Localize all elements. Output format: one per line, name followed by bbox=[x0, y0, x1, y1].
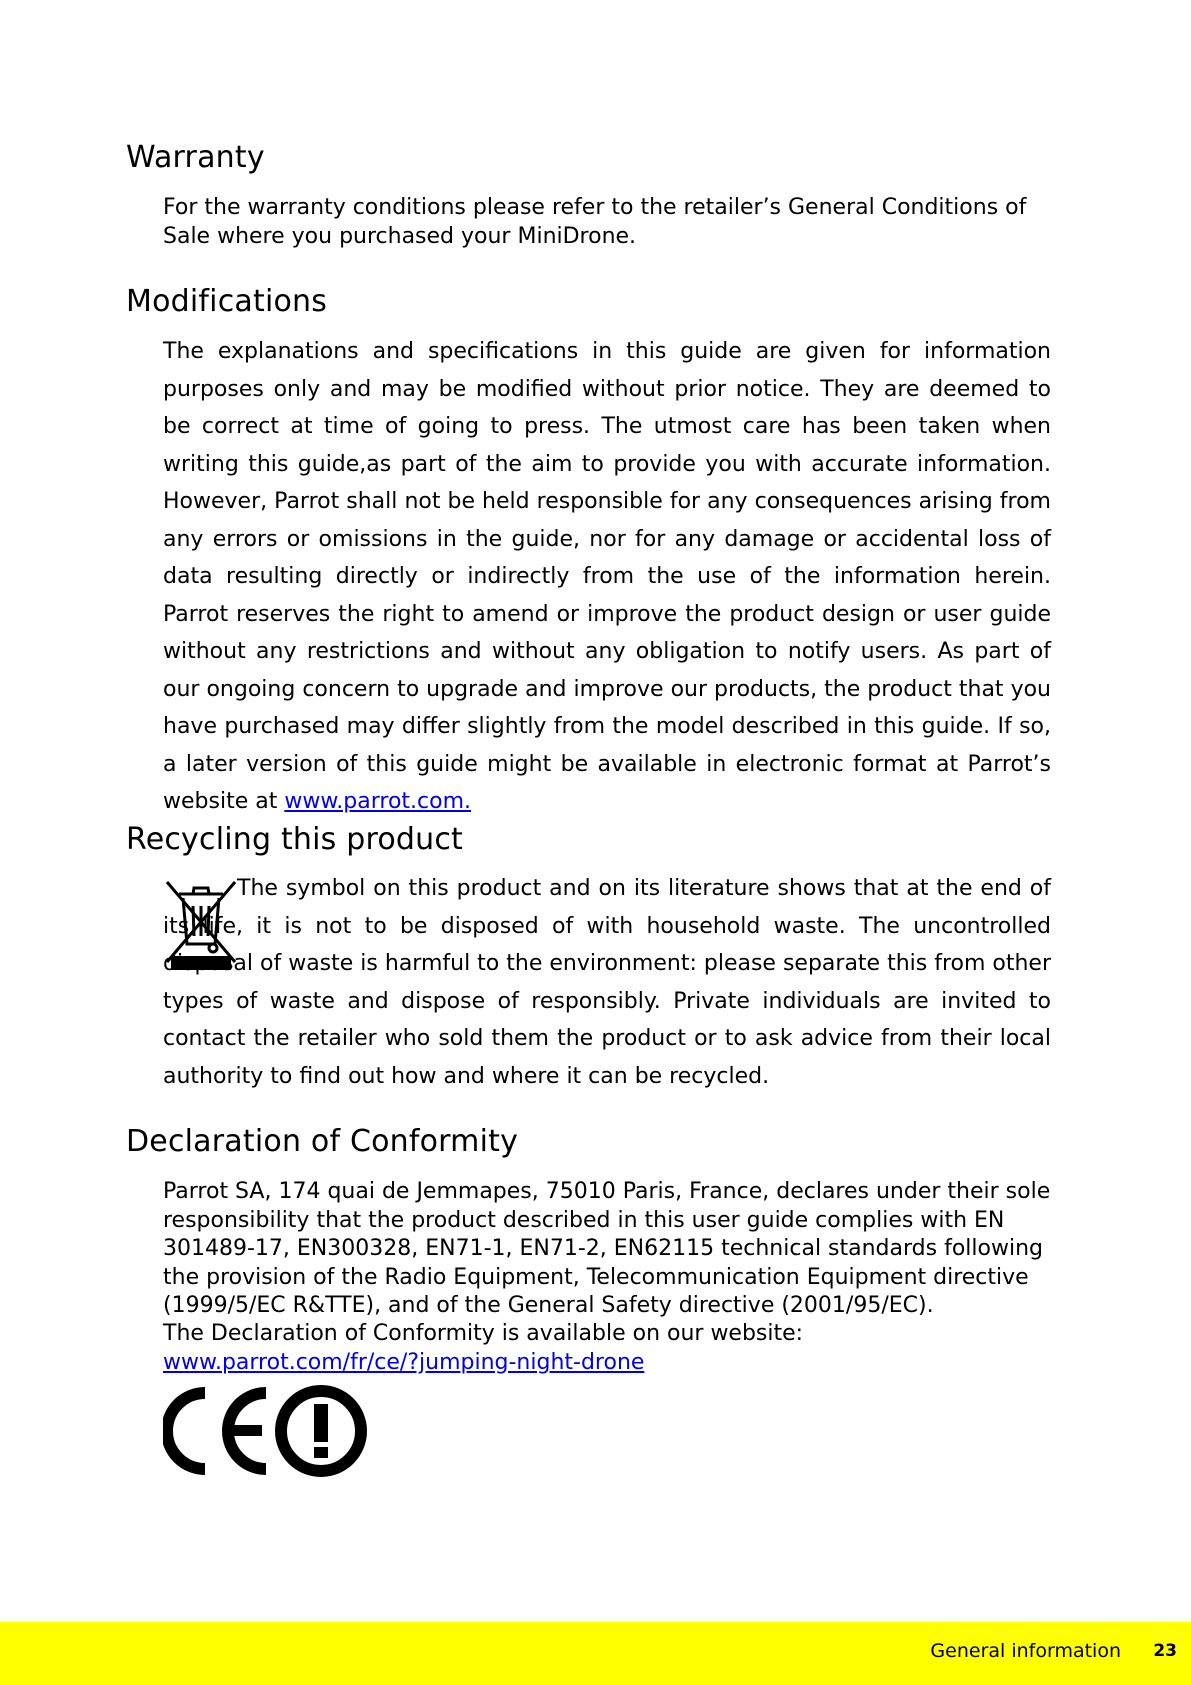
page-number: 23 bbox=[1153, 1641, 1177, 1661]
modifications-text: The explanations and specifications in this guide are given for information purposes only and may be modified without prior notice. They are deemed to be correct at time of going to press. The utmost care has been taken when writing this guide,as part of the aim to provide you with accurate information. However, Parrot shall not be held responsible for any consequences arising from any errors or omissions in the guide, nor for any damage or accidental loss of data resulting directly or indirectly from the use of the information herein. Parrot reserves the right to amend or improve the product design or user guide without any restrictions and without any obligation to notify users. As part of our ongoing concern to upgrade and improve our products, the product that you have purchased may differ slightly from the model described in this guide. If so, a later version of this guide might be available in electronic format at Parrot’s website at bbox=[163, 339, 1051, 814]
warranty-heading: Warranty bbox=[126, 140, 265, 175]
ce-alert-mark-icon bbox=[163, 1384, 371, 1478]
recycling-heading: Recycling this product bbox=[126, 822, 464, 857]
modifications-heading: Modifications bbox=[126, 284, 328, 319]
conformity-text: Parrot SA, 174 quai de Jemmapes, 75010 Paris, France, declares under their sole responsibility that the product described in this user guide complies with EN 301489-17, EN300328, EN71-1, EN71-2, EN62115 technical standards following the provision of the Radio Equipment, Telecommunication Equipment directive (1999/5/EC R&TTE), and of the General Safety directive (2001/95/EC). bbox=[163, 1179, 1051, 1318]
warranty-text: For the warranty conditions please refer to the retailer’s General Conditions of Sale where you purchased your MiniDrone. bbox=[163, 195, 1027, 249]
conformity-link-line bbox=[163, 1349, 1051, 1378]
conformity-heading: Declaration of Conformity bbox=[126, 1124, 519, 1159]
footer-section-title: General information bbox=[930, 1640, 1121, 1662]
conformity-website-line: The Declaration of Conformity is available on our website: bbox=[163, 1321, 804, 1346]
page-footer bbox=[0, 1622, 1191, 1685]
parrot-website-link[interactable]: www.parrot.com. bbox=[284, 789, 472, 814]
recycling-text: The symbol on this product and on its literature shows that at the end of its life, it is not to be disposed of with household waste. The uncontrolled disposal of waste is harmful to the environment: please separate this from other types of waste and dispose of responsibly. Private individuals are invited to contact the retailer who sold them the product or to ask advice from their local authority to find out how and where it can be recycled. bbox=[163, 876, 1052, 1089]
declaration-of-conformity-link[interactable]: www.parrot.com/fr/ce/?jumping-night-drone bbox=[163, 1350, 645, 1375]
modifications-paragraph bbox=[163, 333, 1051, 821]
